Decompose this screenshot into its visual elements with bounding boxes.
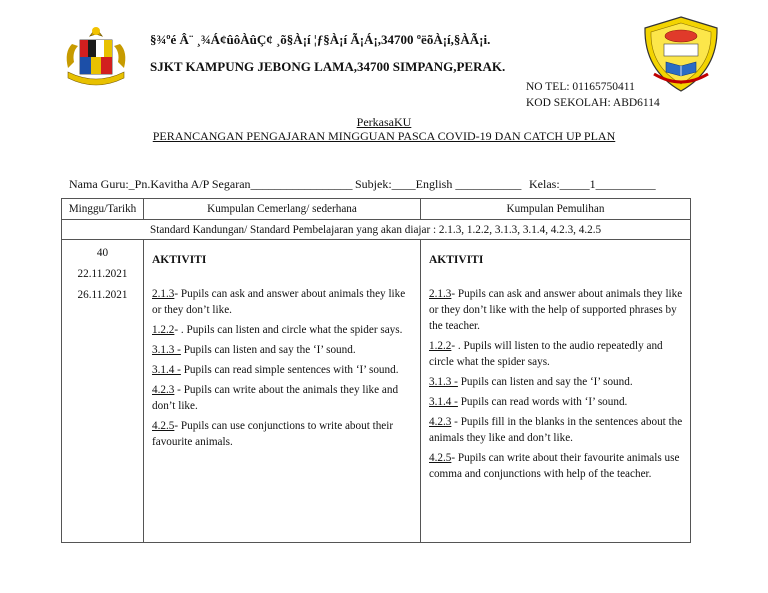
- table-row: [62, 240, 691, 543]
- standards-text: Standard Kandungan/ Standard Pembelajaran yang akan diajar : 2.1.3, 1.2.2, 3.1.3, 3.1.4, 4.2.3, 4.2.5: [150, 224, 602, 236]
- school-name: SJKT KAMPUNG JEBONG LAMA,34700 SIMPANG,PERAK.: [150, 59, 506, 74]
- aktiviti-heading: AKTIVITI: [429, 254, 484, 266]
- program-name: PerkasaKU: [356, 115, 412, 129]
- header-week-date: Minggu/Tarikh: [62, 199, 144, 220]
- lesson-plan-table: [61, 198, 691, 543]
- week-number: 40: [96, 247, 109, 259]
- week-date-cell: [62, 240, 144, 543]
- list-item: 2.1.3- Pupils can ask and answer about animals they like or they don’t like.: [152, 288, 406, 316]
- class-field: Kelas:_____1__________: [529, 177, 656, 191]
- list-item: 1.2.2- . Pupils will listen to the audio repeatedly and circle what the spider says.: [429, 340, 663, 368]
- date-end: 26.11.2021: [77, 289, 128, 301]
- school-code: KOD SEKOLAH: ABD6114: [526, 97, 660, 109]
- header-group-excellent: Kumpulan Cemerlang/ sederhana: [144, 199, 421, 220]
- aktiviti-heading: AKTIVITI: [152, 254, 207, 266]
- teacher-name: Nama Guru:_Pn.Kavitha A/P Segaran_________________: [69, 177, 353, 191]
- list-item: 4.2.5- Pupils can use conjunctions to write about their favourite animals.: [152, 420, 394, 448]
- list-item: 4.2.3 - Pupils can write about the animals they like and don’t like.: [152, 384, 399, 412]
- phone-number: NO TEL: 01165750411: [526, 81, 635, 93]
- table-header-row: [62, 199, 691, 220]
- header-group-remedial: Kumpulan Pemulihan: [421, 199, 691, 220]
- list-item: 3.1.3 - Pupils can listen and say the ‘I’ sound.: [152, 344, 356, 356]
- school-name-tamil-encoded: §¾ºé Â¨ ¸¾Á¢ûôÀûÇ¢ ¸õ§À¡í ¦ƒ§À¡í Ã¡Á¡,34700 ºëõÀ¡í,§ÀÃ¡i.: [150, 32, 491, 47]
- standards-cell: [62, 220, 691, 240]
- school-badge-logo: [640, 14, 722, 94]
- date-start: 22.11.2021: [77, 268, 128, 280]
- group-remedial-cell: [421, 240, 691, 543]
- list-item: 3.1.4 - Pupils can read words with ‘I’ sound.: [429, 396, 628, 408]
- list-item: 3.1.4 - Pupils can read simple sentences with ‘I’ sound.: [152, 364, 399, 376]
- list-item: 2.1.3- Pupils can ask and answer about animals they like or they don’t like with the help of supported phrases by the teacher.: [429, 288, 683, 332]
- group-excellent-cell: [144, 240, 421, 543]
- subject-field: Subjek:____English ___________: [355, 177, 522, 191]
- list-item: 1.2.2- . Pupils can listen and circle what the spider says.: [152, 324, 403, 336]
- coat-of-arms-logo: [58, 22, 134, 94]
- list-item: 4.2.5- Pupils can write about their favourite animals use comma and conjunctions with help of the teacher.: [429, 452, 680, 480]
- list-item: 4.2.3 - Pupils fill in the blanks in the sentences about the animals they like and don’t like.: [429, 416, 683, 444]
- list-item: 3.1.3 - Pupils can listen and say the ‘I’ sound.: [429, 376, 633, 388]
- document-title: PERANCANGAN PENGAJARAN MINGGUAN PASCA COVID-19 DAN CATCH UP PLAN: [152, 129, 616, 143]
- standards-row: [62, 220, 691, 240]
